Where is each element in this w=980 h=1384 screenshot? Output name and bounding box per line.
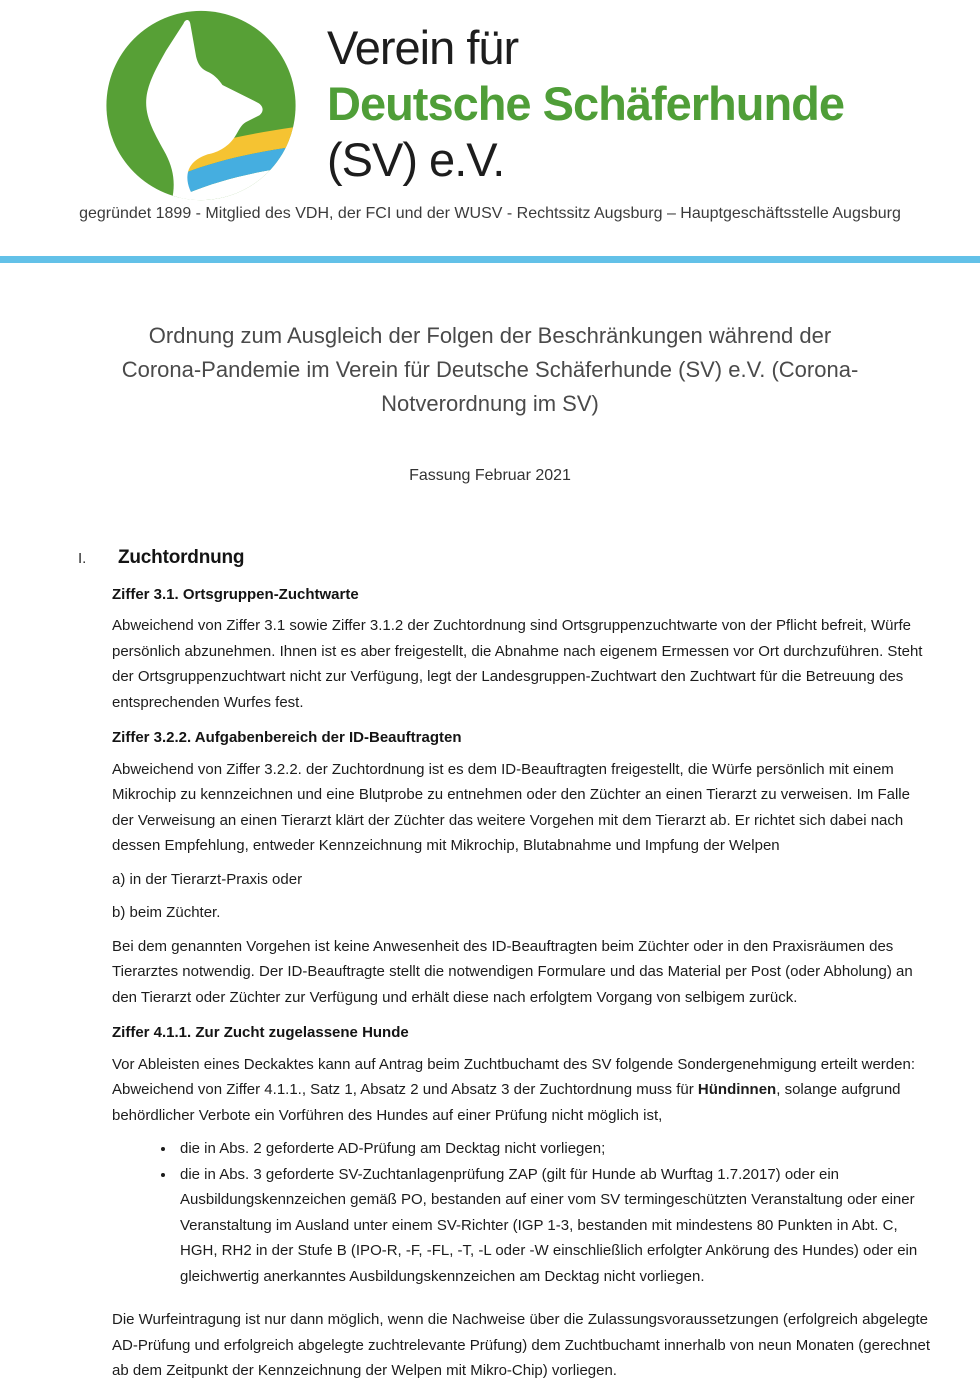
document-body [0, 485, 980, 1384]
org-name-line1: Verein für [327, 21, 519, 74]
paragraph-wurfeintragung: Die Wurfeintragung ist nur dann möglich, wenn die Nachweise über die Zulassungsvoraussetzungen (erfolgreich abgelegte AD-Prüfung und erfolgreich abgelegte zuchtrelevante Prüfung) dem Zuchtbuchamt innerhalb von neun Monaten (gerechnet ab dem Zeitpunkt der Kennzeichnung der Welpen mit Mikro-Chip) vorliegen. [112, 1311, 931, 1379]
version-line: Fassung Februar 2021 [409, 467, 571, 484]
subheading-ziffer-3-2-2: Ziffer 3.2.2. Aufgabenbereich der ID-Beauftragten [112, 729, 462, 746]
document-title: Ordnung zum Ausgleich der Folgen der Beschränkungen während der Corona-Pandemie im Verein für Deutsche Schäferhunde (SV) e.V. (Corona-Notverordnung im SV) [121, 323, 859, 416]
paragraph-ziffer-3-1: Abweichend von Ziffer 3.1 sowie Ziffer 3.1.2 der Zuchtordnung sind Ortsgruppenzuchtwarte von der Pflicht befreit, Würfe persönlich abzunehmen. Ihnen ist es aber freigestellt, die Abnahme nach eigenem Ermessen vor Ort durchzuführen. Steht der Ortsgruppenzuchtwart nicht zur Verfügung, legt der Landesgruppen-Zuchtwart den Zuchtwart für die Betreuung des entsprechenden Wurfes fest. [112, 617, 923, 711]
intro-line2-bold: Hündinnen [697, 1081, 777, 1098]
intro-line1: Vor Ableisten eines Deckaktes kann auf Antrag beim Zuchtbuchamt des SV folgende Sondergenehmigung erteilt werden: [112, 1055, 915, 1073]
paragraph-ziffer-3-2-2-note: Bei dem genannten Vorgehen ist keine Anwesenheit des ID-Beauftragten beim Züchter oder in den Praxisräumen des Tierarztes notwendig. Der ID-Beauftragte stellt die notwendigen Formulare und das Material per Post (oder Abholung) an den Tierarzt oder Züchter zur Verfügung und erhält diese nach erfolgtem Vorgang von selbigem zurück. [112, 937, 913, 1006]
org-tagline: gegründet 1899 - Mitglied des VDH, der FCI und der WUSV - Rechtssitz Augsburg – Hauptgeschäftsstelle Augsburg [79, 205, 901, 222]
subheading-ziffer-3-1: Ziffer 3.1. Ortsgruppen-Zuchtwarte [112, 585, 359, 603]
list-item-zap-pruefung: • die in Abs. 3 geforderte SV-Zuchtanlagenprüfung ZAP (gilt für Hunde ab Wurftag 1.7.2017) oder ein Ausbildungskennzeichen gemäß PO, bestanden auf einer vom SV termingeschützten Veranstaltung oder einer Veranstaltung im Ausland unter einem SV-Richter (IGP 1-3, bestanden mit mindestens 80 Punkten in Abt. C, HGH, RH2 in der Stufe B (IPO-R, -F, -FL, -T, -L oder -W einschließlich erfolgter Ankörung des Hundes) oder ein gleichwertig anerkanntes Ausbildungskennzeichen am Decktag nicht vorliegen. [176, 1162, 932, 1290]
sv-dog-head-logo-icon [95, 8, 307, 203]
section-heading: Zuchtordnung [118, 547, 245, 568]
logo-row [95, 0, 980, 203]
divider-bar [0, 256, 980, 263]
org-name-line2: Deutsche Schäferhunde [327, 77, 845, 130]
paragraph-option-a: a) in der Tierarzt-Praxis oder [112, 870, 303, 888]
list-item-ad-pruefung: • die in Abs. 2 geforderte AD-Prüfung am Decktag nicht vorliegen; [176, 1136, 932, 1162]
letterhead [0, 0, 980, 223]
paragraph-option-b: b) beim Züchter. [112, 904, 221, 921]
paragraph-ziffer-3-2-2: Abweichend von Ziffer 3.2.2. der Zuchtordnung ist es dem ID-Beauftragten freigestellt, die Würfe persönlich mit einem Mikrochip zu kennzeichnen und eine Blutprobe zu entnehmen oder den Züchter an einen Tierarzt zu verweisen. Im Falle der Verweisung an einen Tierarzt klärt der Züchter das weitere Vorgehen mit dem Tierarzt ab. Er richtet sich dabei nach dessen Empfehlung, entweder Kennzeichnung mit Mikrochip, Blutabnahme und Impfung der Welpen [112, 760, 910, 854]
org-name-line3: (SV) e.V. [327, 133, 505, 186]
paragraph-ziffer-4-1-1-intro [112, 1052, 932, 1129]
subheading-ziffer-4-1-1: Ziffer 4.1.1. Zur Zucht zugelassene Hunde [112, 1024, 409, 1041]
section-heading-row [78, 545, 932, 572]
intro-line2-post: , solange aufgrund behördlicher Verbote ein Vorführen des Hundes auf einer Prüfung nicht möglich ist, [112, 1081, 901, 1124]
section-numeral: I. [78, 550, 87, 567]
requirements-list [112, 1136, 932, 1289]
org-name [327, 8, 844, 188]
intro-line2-pre: Abweichend von Ziffer 4.1.1., Satz 1, Absatz 2 und Absatz 3 der Zuchtordnung muss für [112, 1081, 698, 1098]
